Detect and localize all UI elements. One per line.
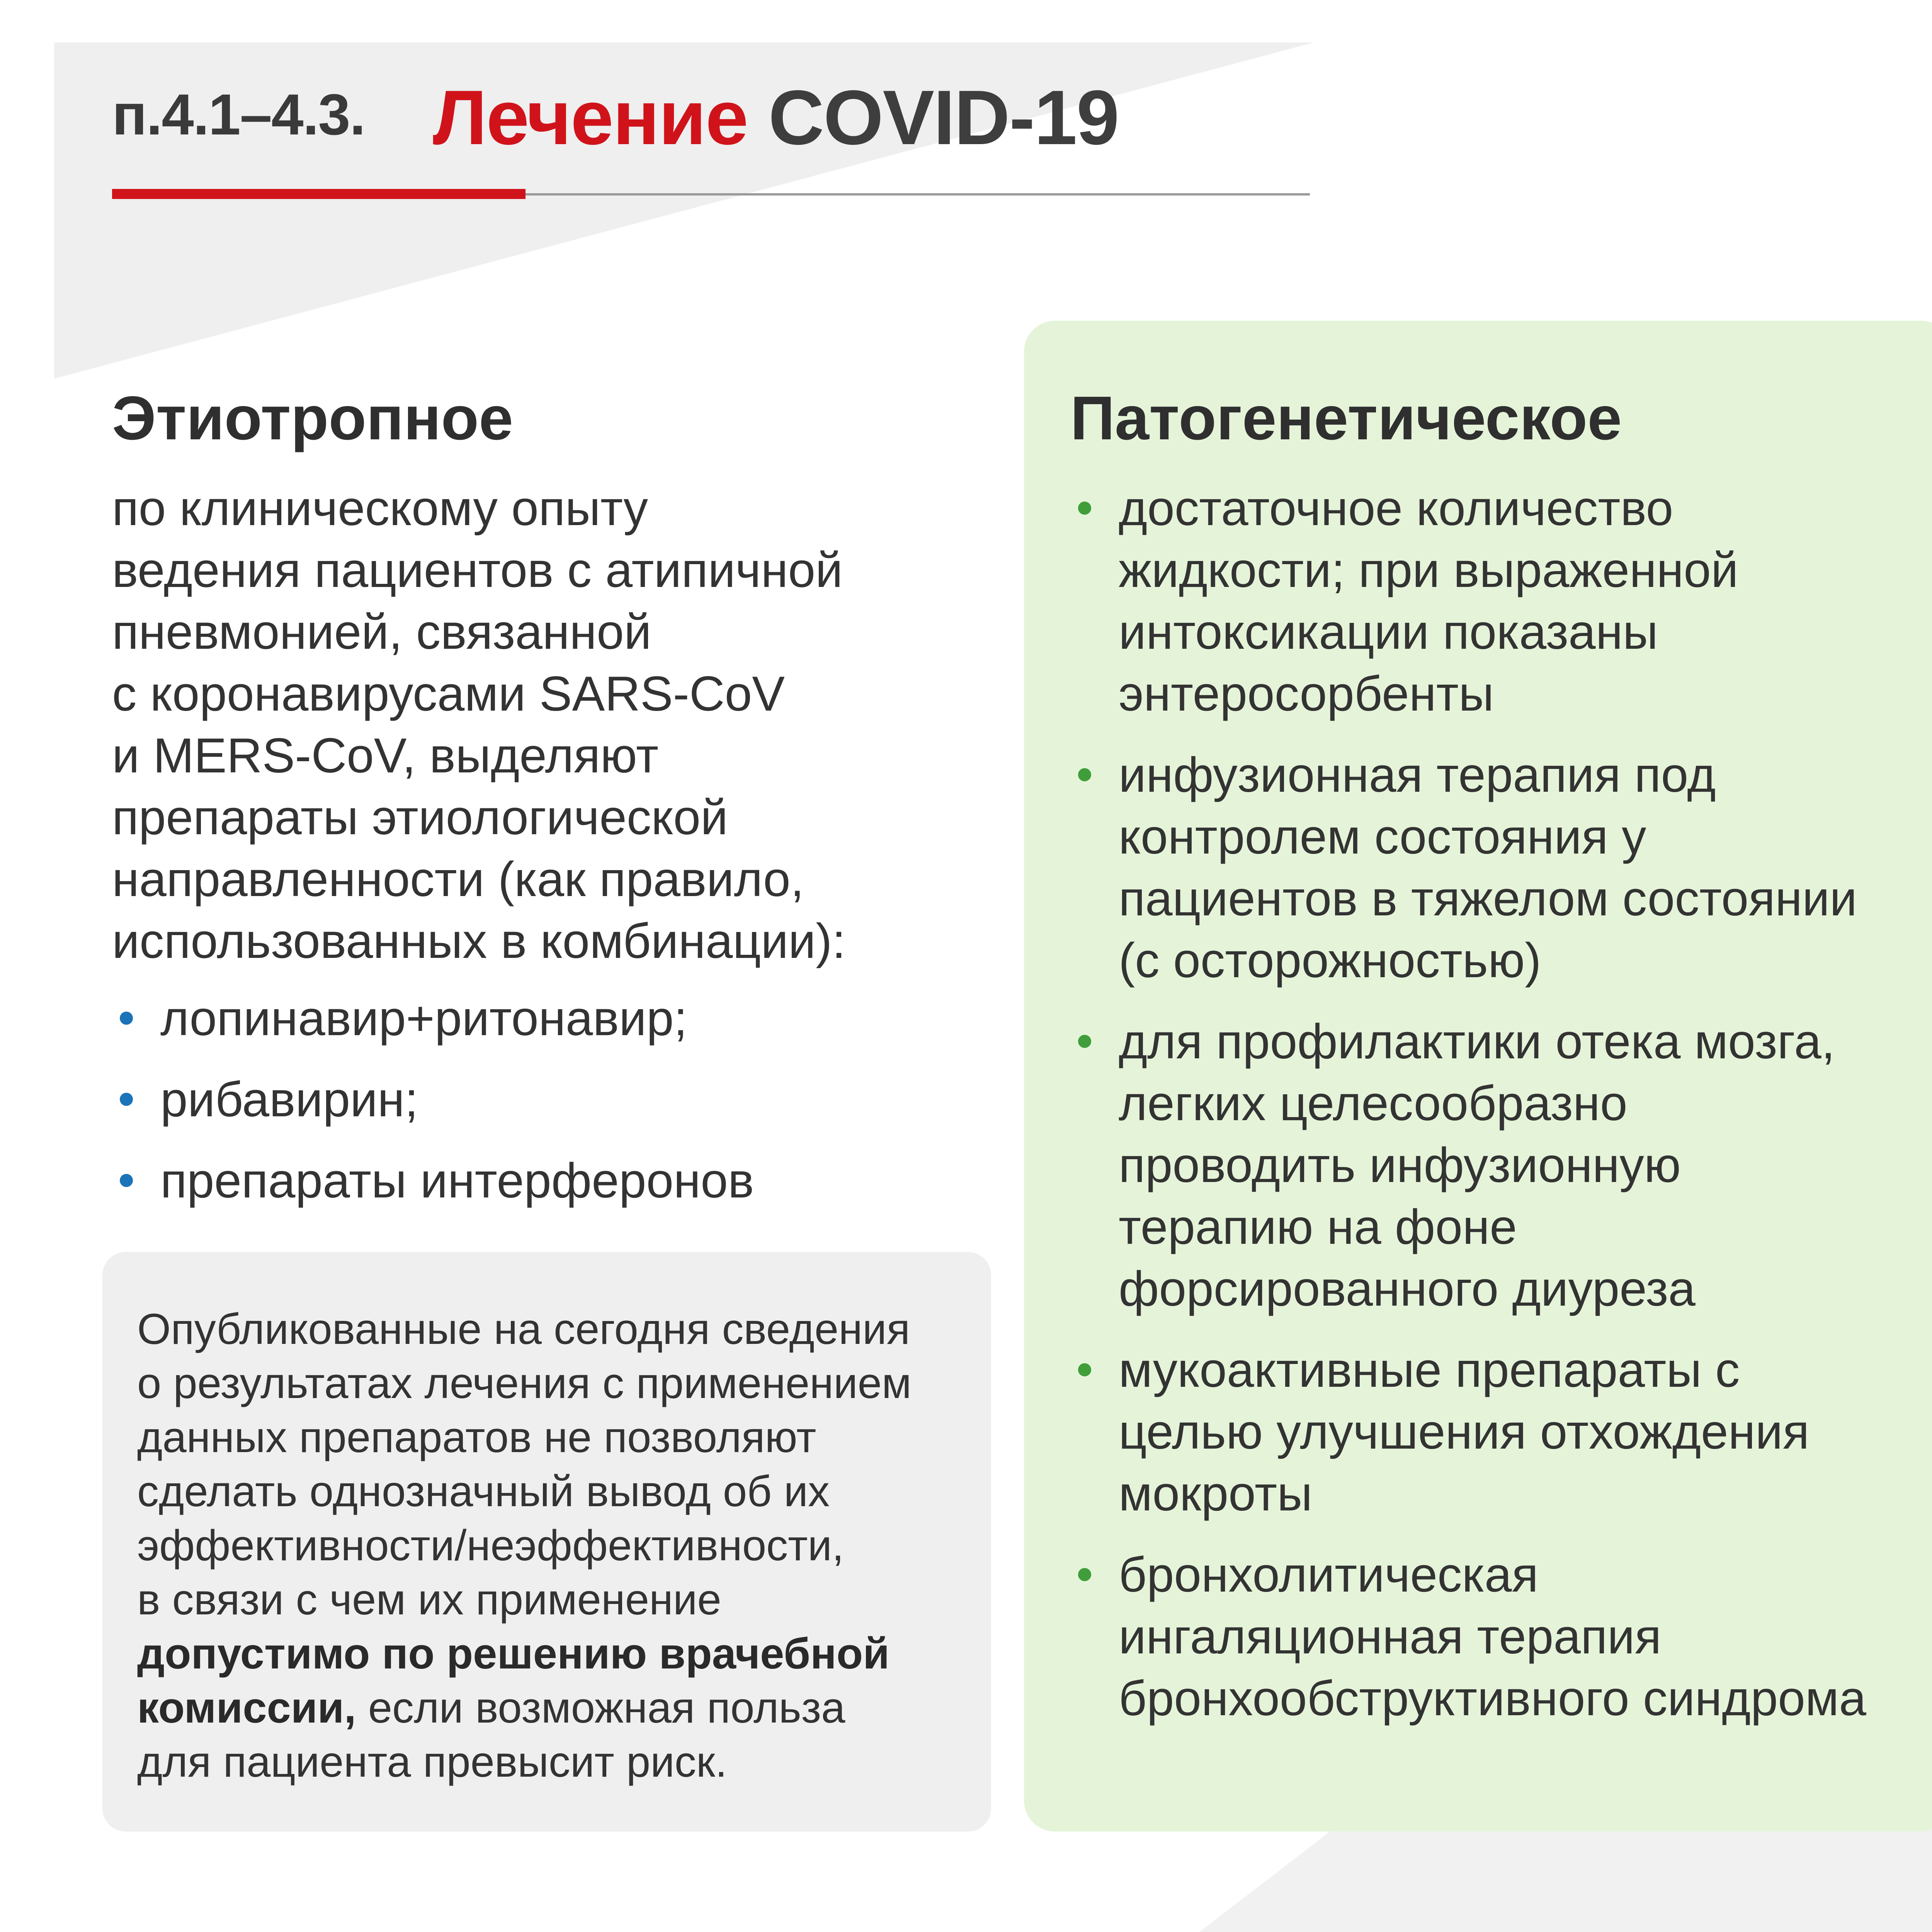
etiotropic-title: Этиотропное	[112, 383, 514, 452]
etiotropic-drug-list	[112, 987, 1001, 1231]
list-item: препараты интерферонов	[112, 1150, 1001, 1211]
note-line: Опубликованные на сегодня сведения	[137, 1305, 910, 1353]
list-item: мукоактивные препараты с целью улучшения отхождения мокроты	[1070, 1339, 1932, 1524]
header-rule-accent	[112, 189, 526, 199]
page-title	[433, 73, 1119, 162]
note-line: о результатах лечения с применением	[137, 1359, 912, 1407]
note-line: комиссии, если возможная польза	[137, 1684, 845, 1732]
note-emphasis: комиссии,	[137, 1684, 356, 1732]
list-item: рибавирин;	[112, 1068, 1001, 1130]
etiotropic-intro	[112, 477, 1001, 972]
note-line: сделать однозначный вывод об их	[137, 1467, 830, 1515]
intro-line: ведения пациентов с атипичной	[112, 543, 843, 597]
list-item: бронхолитическая ингаляционная терапия бронхообструктивного синдрома	[1070, 1544, 1932, 1729]
bullet-icon	[1078, 768, 1091, 781]
bullet-icon	[1078, 1363, 1091, 1376]
intro-line: препараты этиологической	[112, 790, 728, 845]
note-line	[137, 1627, 972, 1681]
list-item: лопинавир+ритонавир;	[112, 987, 1001, 1049]
etiotropic-note	[102, 1252, 991, 1832]
list-item: для профилактики отека мозга, легких целесообразно проводить инфузионную терапию на фоне форсированного диуреза	[1070, 1010, 1932, 1320]
bullet-icon	[120, 1174, 133, 1187]
bullet-icon	[1078, 502, 1091, 515]
intro-line: пневмонией, связанной	[112, 604, 651, 659]
intro-line: с коронавирусами SARS-CoV	[112, 666, 785, 721]
intro-line: использованных в комбинации):	[112, 913, 846, 968]
bullet-icon	[1078, 1035, 1091, 1048]
note-line: эффективности/неэффективности,	[137, 1521, 844, 1570]
bullet-icon	[120, 1012, 133, 1025]
bullet-icon	[120, 1093, 133, 1106]
pathogenetic-list	[1070, 477, 1932, 1748]
note-line: данных препаратов не позволяют	[137, 1413, 816, 1461]
note-emphasis: допустимо по решению врачебной	[137, 1629, 890, 1678]
title-accent: Лечение	[433, 75, 748, 161]
slide-header	[112, 66, 1310, 182]
list-item: инфузионная терапия под контролем состояния у пациентов в тяжелом состоянии (с осторожностью)	[1070, 744, 1932, 991]
intro-line: по клиническому опыту	[112, 481, 648, 536]
title-main: COVID-19	[768, 75, 1119, 161]
section-code: п.4.1–4.3.	[112, 82, 365, 147]
pathogenetic-title: Патогенетическое	[1070, 383, 1622, 452]
bullet-icon	[1078, 1568, 1091, 1581]
note-line: в связи с чем их применение	[137, 1575, 721, 1624]
note-line: для пациента превысит риск.	[137, 1738, 727, 1786]
intro-line: направленности (как правило,	[112, 852, 804, 906]
list-item: достаточное количество жидкости; при выраженной интоксикации показаны энтеросорбенты	[1070, 477, 1932, 724]
intro-line: и MERS-CoV, выделяют	[112, 728, 659, 783]
